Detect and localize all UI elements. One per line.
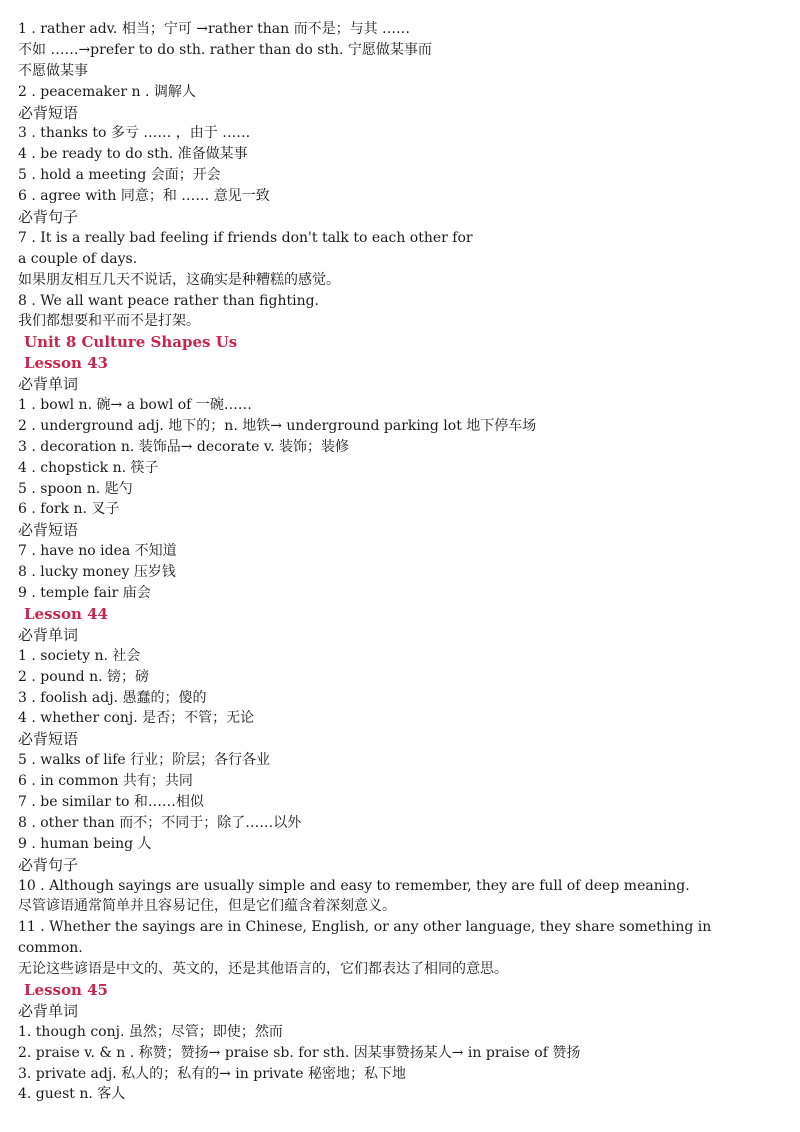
section-heading: 必背单词 (18, 1001, 79, 1020)
text-line: 我们都想要和平而不是打架。 (18, 313, 200, 330)
text-line: a couple of days. (18, 250, 138, 267)
text-line: 5 . walks of life 行业；阶层；各行各业 (18, 752, 271, 769)
text-line: 9 . human being 人 (18, 835, 152, 852)
text-line: 7 . have no idea 不知道 (18, 543, 177, 560)
text-line: 2 . underground adj. 地下的；n. 地铁→ underground parking lot 地下停车场 (18, 417, 537, 434)
text-line: 4 . whether conj. 是否；不管；无论 (18, 710, 255, 727)
text-line: 10 . Although sayings are usually simple and easy to remember, they are full of deep meaning. (18, 877, 690, 894)
section-heading: 必背句子 (18, 855, 79, 874)
text-line: 6 . agree with 同意；和 …… 意见一致 (18, 188, 270, 205)
text-line: 7 . be similar to 和……相似 (18, 793, 204, 810)
section-heading: 必背单词 (18, 375, 79, 394)
text-line: 5 . spoon n. 匙勺 (18, 480, 133, 497)
text-line: 3. private adj. 私人的；私有的→ in private 秘密地；私下地 (18, 1065, 406, 1082)
text-line: 如果朋友相互几天不说话，这确实是种糟糕的感觉。 (18, 271, 340, 288)
text-line: 1 . society n. 社会 (18, 647, 141, 664)
text-line: 4 . be ready to do sth. 准备做某事 (18, 146, 248, 163)
text-line: 6 . in common 共有；共同 (18, 773, 193, 790)
text-line: 1 . bowl n. 碗→ a bowl of 一碗…… (18, 397, 252, 414)
text-line: 9 . temple fair 庙会 (18, 585, 151, 602)
section-heading: 必背单词 (18, 625, 79, 644)
section-heading: 必背句子 (18, 208, 79, 227)
unit-lesson-title: Lesson 44 (24, 604, 108, 623)
text-line: 无论这些谚语是中文的、英文的，还是其他语言的，它们都表达了相同的意思。 (18, 961, 508, 978)
text-line: 4 . chopstick n. 筷子 (18, 459, 159, 476)
text-line: 1 . rather adv. 相当；宁可 →rather than 而不是；与其 …… (18, 21, 411, 37)
text-line: 3 . foolish adj. 愚蠢的；傻的 (18, 689, 207, 706)
unit-lesson-title: Lesson 45 (24, 980, 108, 999)
text-line: 8 . lucky money 压岁钱 (18, 564, 176, 581)
text-line: 4. guest n. 客人 (18, 1086, 126, 1103)
text-line: 6 . fork n. 叉子 (18, 501, 120, 518)
text-line: 2 . peacemaker n . 调解人 (18, 83, 196, 100)
text-line: 3 . thanks to 多亏 …… ，由于 …… (18, 125, 251, 142)
text-line: 7 . It is a really bad feeling if friends don't talk to each other for (18, 229, 473, 246)
text-line: 11 . Whether the sayings are in Chinese, English, or any other language, they share something in (18, 919, 712, 936)
text-line: common. (18, 940, 83, 957)
section-heading: 必背短语 (18, 730, 79, 749)
unit-lesson-title: Unit 8 Culture Shapes Us (24, 333, 238, 352)
text-line: 尽管谚语通常简单并且容易记住，但是它们蕴含着深刻意义。 (18, 898, 396, 915)
text-line: 2 . pound n. 镑；磅 (18, 668, 150, 685)
unit-lesson-title: Lesson 43 (24, 354, 108, 373)
text-line: 不愿做某事 (18, 62, 88, 79)
text-line: 不如 ……→prefer to do sth. rather than do sth. 宁愿做某事而 (18, 41, 432, 58)
text-line: 1. though conj. 虽然；尽管；即使；然而 (18, 1023, 283, 1040)
text-line: 5 . hold a meeting 会面；开会 (18, 167, 221, 184)
section-heading: 必背短语 (18, 521, 79, 540)
document-body (18, 19, 788, 1105)
text-line: 2. praise v. & n . 称赞；赞扬→ praise sb. for sth. 因某事赞扬某人→ in praise of 赞扬 (18, 1044, 581, 1061)
text-line: 8 . other than 而不；不同于；除了……以外 (18, 814, 302, 831)
section-heading: 必背短语 (18, 103, 79, 122)
text-line: 8 . We all want peace rather than fighting. (18, 292, 319, 309)
text-line: 3 . decoration n. 装饰品→ decorate v. 装饰；装修 (18, 438, 349, 455)
